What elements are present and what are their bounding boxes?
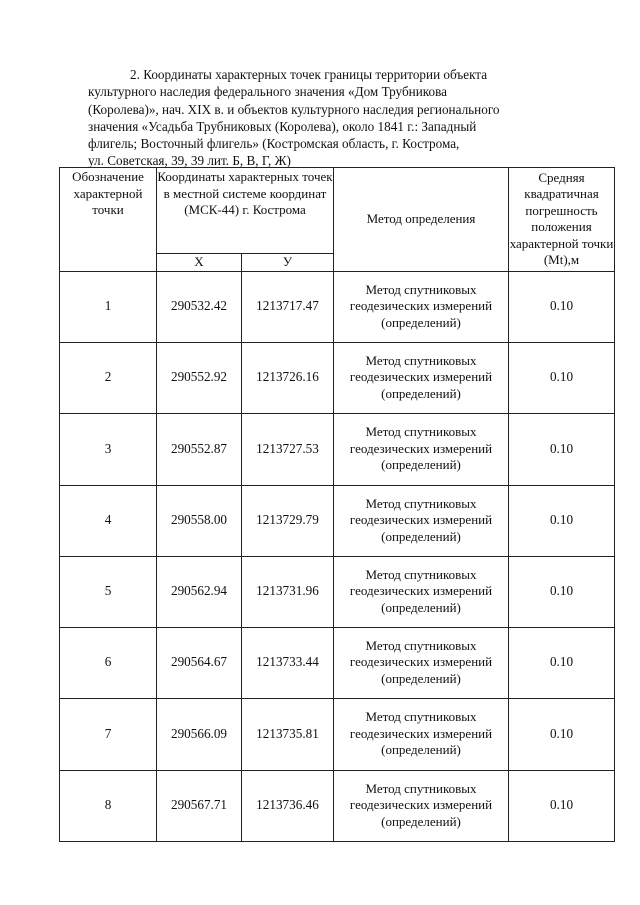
table-body [60, 271, 615, 841]
header-error: Средняя квадратичная погрешность положения характерной точки (Mt),м [509, 168, 615, 272]
heading-line-2: культурного наследия федерального значения «Дом Трубникова [88, 84, 448, 100]
header-point: Обозначение характерной точки [60, 168, 157, 272]
cell-error: 0.10 [509, 770, 615, 841]
cell-point: 8 [60, 770, 157, 841]
table-row [60, 342, 615, 413]
cell-point: 3 [60, 413, 157, 485]
heading-line-6: ул. Советская, 39, 39 лит. Б, В, Г, Ж) [88, 153, 291, 169]
table-row [60, 556, 615, 627]
cell-point: 6 [60, 627, 157, 698]
table-row [60, 627, 615, 698]
cell-x: 290532.42 [157, 271, 242, 342]
table-header [60, 168, 615, 272]
table-row [60, 413, 615, 485]
cell-point: 7 [60, 698, 157, 770]
cell-point: 1 [60, 271, 157, 342]
cell-x: 290552.87 [157, 413, 242, 485]
cell-point: 4 [60, 485, 157, 556]
header-y: У [242, 254, 334, 272]
cell-error: 0.10 [509, 627, 615, 698]
coordinates-table [59, 167, 615, 842]
cell-point: 5 [60, 556, 157, 627]
heading-line-1: 2. Координаты характерных точек границы территории объекта [130, 67, 488, 82]
cell-error: 0.10 [509, 342, 615, 413]
cell-y: 1213736.46 [242, 770, 334, 841]
cell-y: 1213735.81 [242, 698, 334, 770]
heading-line-5: флигель; Восточный флигель» (Костромская область, г. Кострома, [88, 136, 460, 152]
cell-y: 1213726.16 [242, 342, 334, 413]
cell-method: Метод спутниковых геодезических измерений (определений) [334, 556, 509, 627]
cell-method: Метод спутниковых геодезических измерений (определений) [334, 485, 509, 556]
header-method: Метод определения [334, 168, 509, 272]
cell-y: 1213729.79 [242, 485, 334, 556]
cell-y: 1213727.53 [242, 413, 334, 485]
heading-line-4: значения «Усадьба Трубниковых (Королева), около 1841 г.: Западный [88, 118, 477, 134]
cell-error: 0.10 [509, 271, 615, 342]
cell-x: 290558.00 [157, 485, 242, 556]
cell-error: 0.10 [509, 698, 615, 770]
cell-x: 290552.92 [157, 342, 242, 413]
cell-error: 0.10 [509, 556, 615, 627]
cell-point: 2 [60, 342, 157, 413]
cell-y: 1213733.44 [242, 627, 334, 698]
cell-x: 290567.71 [157, 770, 242, 841]
cell-method: Метод спутниковых геодезических измерений (определений) [334, 770, 509, 841]
cell-x: 290566.09 [157, 698, 242, 770]
table-row [60, 698, 615, 770]
cell-x: 290564.67 [157, 627, 242, 698]
cell-method: Метод спутниковых геодезических измерений (определений) [334, 627, 509, 698]
table-row [60, 271, 615, 342]
header-x: Х [157, 254, 242, 272]
cell-method: Метод спутниковых геодезических измерений (определений) [334, 698, 509, 770]
cell-method: Метод спутниковых геодезических измерений (определений) [334, 413, 509, 485]
heading-line-3: (Королева)», нач. XIX в. и объектов культурного наследия регионального [88, 101, 500, 117]
cell-y: 1213717.47 [242, 271, 334, 342]
table-row [60, 770, 615, 841]
header-coordinates: Координаты характерных точек в местной системе координат (МСК-44) г. Кострома [157, 168, 334, 254]
cell-method: Метод спутниковых геодезических измерений (определений) [334, 342, 509, 413]
cell-x: 290562.94 [157, 556, 242, 627]
cell-y: 1213731.96 [242, 556, 334, 627]
cell-error: 0.10 [509, 413, 615, 485]
cell-error: 0.10 [509, 485, 615, 556]
section-heading [88, 66, 581, 170]
cell-method: Метод спутниковых геодезических измерений (определений) [334, 271, 509, 342]
table-row [60, 485, 615, 556]
